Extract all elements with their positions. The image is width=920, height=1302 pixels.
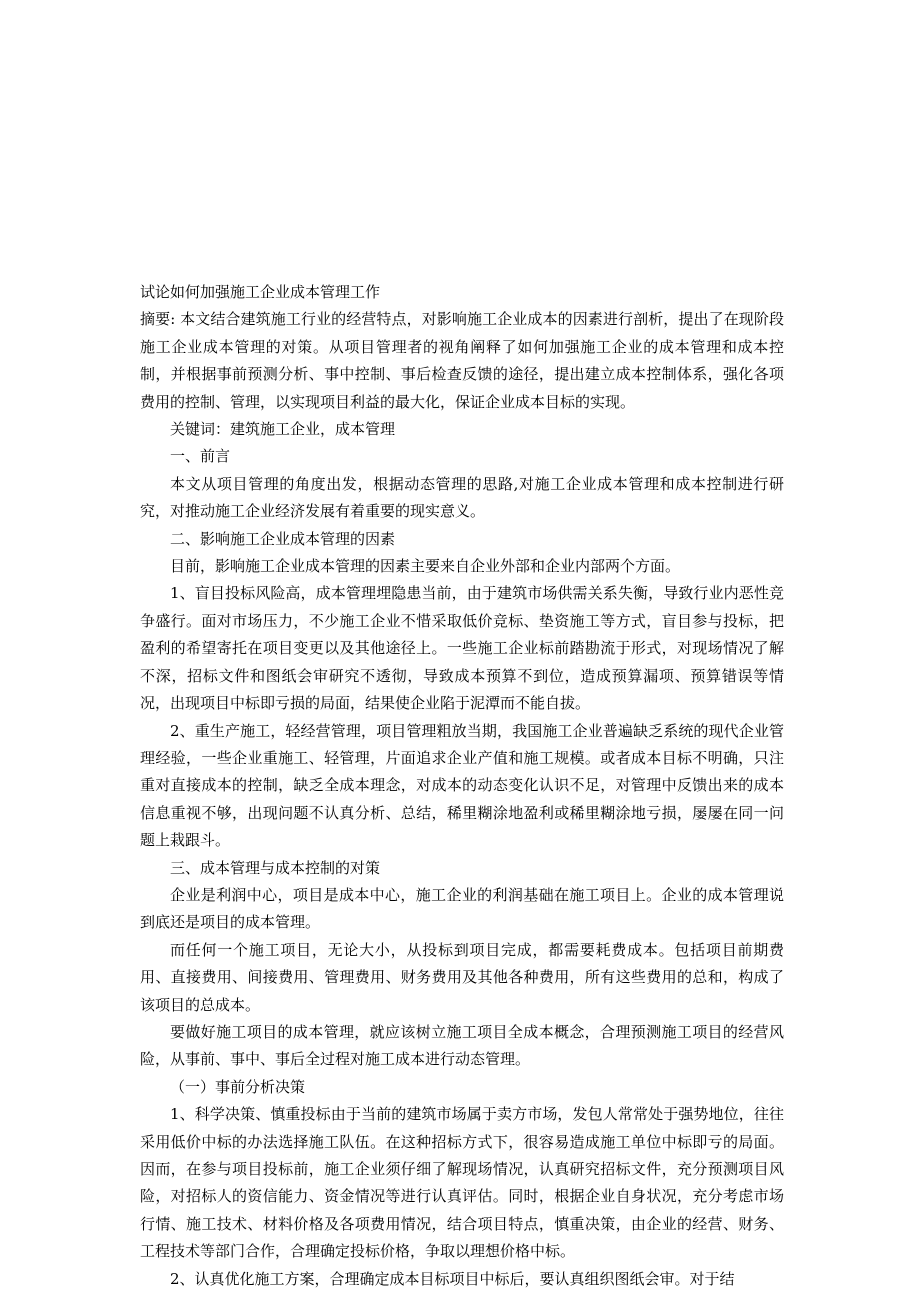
body-paragraph: 2、重生产施工，轻经营管理，项目管理粗放当期，我国施工企业普遍缺乏系统的现代企业管理经验，一些企业重施工、轻管理，片面追求企业产值和施工规模。或者成本目标不明确，只注重对直接成本的控制，缺乏全成本理念，对成本的动态变化认识不足，对管理中反馈出来的成本信息重视不够，出现问题不认真分析、总结，稀里糊涂地盈利或稀里糊涂地亏损，屡屡在同一问题上栽跟斗。 — [140, 721, 784, 850]
body-paragraph: 本文从项目管理的角度出发，根据动态管理的思路,对施工企业成本管理和成本控制进行研究，对推动施工企业经济发展有着重要的现实意义。 — [140, 474, 784, 521]
body-paragraph: 要做好施工项目的成本管理，就应该树立施工项目全成本概念，合理预测施工项目的经营风险，从事前、事中、事后全过程对施工成本进行动态管理。 — [140, 1022, 784, 1069]
document-title: 试论如何加强施工企业成本管理工作 — [140, 283, 381, 301]
document-body — [140, 279, 784, 1293]
section-heading-factors: 二、影响施工企业成本管理的因素 — [170, 529, 396, 548]
body-paragraph: 2、认真优化施工方案，合理确定成本目标项目中标后，要认真组织图纸会审。对于结 — [170, 1269, 735, 1288]
body-paragraph: 1、科学决策、慎重投标由于当前的建筑市场属于卖方市场，发包人常常处于强势地位，往往采用低价中标的办法选择施工队伍。在这种招标方式下，很容易造成施工单位中标即亏的局面。因而，在参与项目投标前，施工企业须仔细了解现场情况，认真研究招标文件，充分预测项目风险，对招标人的资信能力、资金情况等进行认真评估。同时，根据企业自身状况，充分考虑市场行情、施工技术、材料价格及各项费用情况，结合项目特点，慎重决策，由企业的经营、财务、工程技术等部门合作，合理确定投标价格，争取以理想价格中标。 — [140, 1105, 784, 1261]
body-paragraph: 而任何一个施工项目，无论大小，从投标到项目完成，都需要耗费成本。包括项目前期费用、直接费用、间接费用、管理费用、财务费用及其他各种费用，所有这些费用的总和，构成了该项目的总成本。 — [140, 940, 784, 1014]
body-paragraph: 目前，影响施工企业成本管理的因素主要来自企业外部和企业内部两个方面。 — [170, 557, 681, 576]
keywords-line: 关键词：建筑施工企业，成本管理 — [170, 420, 396, 439]
body-paragraph: 1、盲目投标风险高，成本管理埋隐患当前，由于建筑市场供需关系失衡，导致行业内恶性竞争盛行。面对市场压力，不少施工企业不惜采取低价竞标、垫资施工等方式，盲目参与投标，把盈利的希望寄托在项目变更以及其他途径上。一些施工企业标前踏勘流于形式，对现场情况了解不深，招标文件和图纸会审研究不透彻，导致成本预算不到位，造成预算漏项、预算错误等情况，出现项目中标即亏损的局面，结果使企业陷于泥潭而不能自拔。 — [140, 584, 784, 713]
body-paragraph: 企业是利润中心，项目是成本中心，施工企业的利润基础在施工项目上。企业的成本管理说到底还是项目的成本管理。 — [140, 885, 784, 932]
section-heading-preface: 一、前言 — [170, 447, 231, 466]
abstract-paragraph: 摘要: 本文结合建筑施工行业的经营特点，对影响施工企业成本的因素进行剖析，提出了在现阶段施工企业成本管理的对策。从项目管理者的视角阐释了如何加强施工企业的成本管理和成本控制，并根据事前预测分析、事中控制、事后检查反馈的途径，提出建立成本控制体系，强化各项费用的控制、管理，以实现项目利益的最大化，保证企业成本目标的实现。 — [140, 310, 784, 411]
subsection-heading-pre-analysis: （一）事前分析决策 — [170, 1077, 306, 1096]
section-heading-countermeasures: 三、成本管理与成本控制的对策 — [170, 858, 381, 877]
